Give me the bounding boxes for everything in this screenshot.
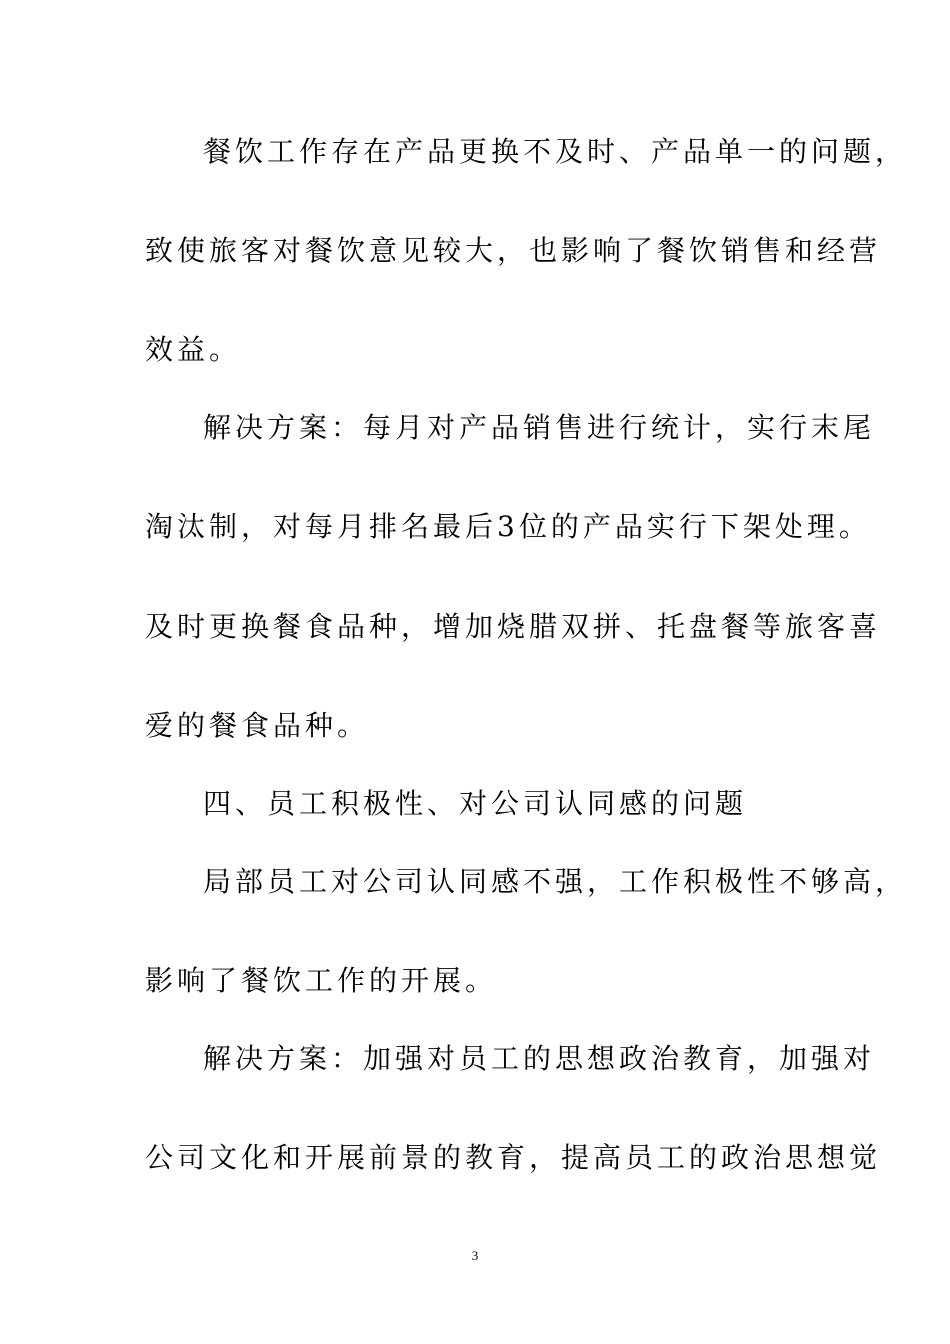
section-heading: 四、员工积极性、对公司认同感的问题 — [203, 787, 748, 820]
paragraph-line: 局部员工对公司认同感不强，工作积极性不够高， — [203, 865, 908, 898]
page-number: 3 — [471, 1248, 479, 1263]
paragraph-line: 爱的餐食品种。 — [145, 709, 370, 742]
paragraph-line: 解决方案：每月对产品销售进行统计，实行末尾 — [203, 411, 876, 444]
paragraph-line: 解决方案：加强对员工的思想政治教育，加强对 — [203, 1042, 876, 1075]
paragraph-line: 致使旅客对餐饮意见较大，也影响了餐饮销售和经营 — [145, 234, 882, 267]
paragraph-line: 公司文化和开展前景的教育，提高员工的政治思想觉 — [145, 1141, 882, 1174]
paragraph-line: 淘汰制，对每月排名最后3位的产品实行下架处理。 — [145, 510, 871, 543]
paragraph-line: 及时更换餐食品种，增加烧腊双拼、托盘餐等旅客喜 — [145, 610, 882, 643]
paragraph-line: 效益。 — [145, 333, 242, 366]
paragraph-line: 餐饮工作存在产品更换不及时、产品单一的问题， — [203, 135, 908, 168]
paragraph-line: 影响了餐饮工作的开展。 — [145, 964, 498, 997]
